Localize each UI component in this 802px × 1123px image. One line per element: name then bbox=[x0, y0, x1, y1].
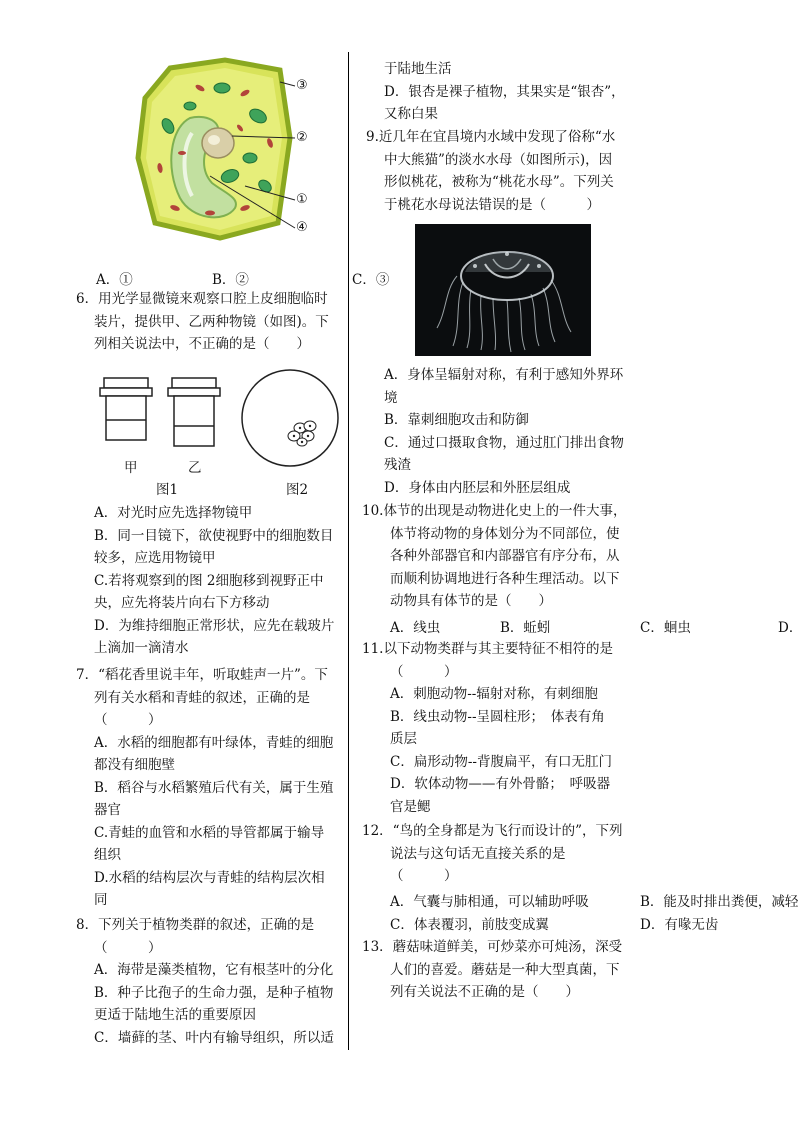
q10-stem-line: 体节将动物的身体划分为不同部位，使 bbox=[390, 525, 620, 542]
q6-options bbox=[76, 502, 334, 660]
q8-stem-line: （ ） bbox=[94, 939, 162, 956]
q9-stem-line: 形似桃花，被称为“桃花水母”。下列关 bbox=[384, 174, 614, 190]
q6-option-c-cont: 央，应先将装片向右下方移动 bbox=[94, 595, 270, 611]
q8-continued bbox=[366, 58, 625, 126]
question-6 bbox=[76, 288, 329, 356]
q8-option-b[interactable]: B．种子比孢子的生命力强，是种子植物 bbox=[94, 984, 334, 1001]
q8-option-b-cont: 更适于陆地生活的重要原因 bbox=[94, 1007, 256, 1023]
column-divider bbox=[348, 52, 349, 1050]
q7-option-a[interactable]: A．水稻的细胞都有叶绿体，青蛙的细胞 bbox=[94, 734, 334, 751]
q7-stem-line: （ ） bbox=[94, 712, 162, 728]
q9-options bbox=[366, 364, 624, 499]
q9-stem-line: 9.近几年在宜昌境内水域中发现了俗称“水 bbox=[366, 129, 616, 145]
q10-stem-line: 各种外部器官和内部器官有序分布，从 bbox=[390, 548, 620, 564]
q13-stem-line: 13．蘑菇味道鲜美，可炒菜亦可炖汤，深受 bbox=[362, 939, 623, 955]
question-9 bbox=[366, 126, 615, 216]
fig1-caption: 图1 bbox=[156, 482, 179, 498]
q12-stem-line: （ ） bbox=[390, 868, 458, 884]
q7-option-d[interactable]: D.水稻的结构层次与青蛙的结构层次相 bbox=[94, 869, 325, 886]
q10-option-c[interactable]: C．蛔虫 bbox=[640, 620, 691, 636]
q10-option-d[interactable]: D． bbox=[778, 620, 802, 636]
cell-label-4: ④ bbox=[296, 220, 308, 235]
q6-option-b-cont: 较多，应选用物镜甲 bbox=[94, 550, 216, 566]
q9-option-b[interactable]: B．靠刺细胞攻击和防御 bbox=[384, 412, 529, 428]
q7-option-a-cont: 都没有细胞壁 bbox=[94, 757, 175, 773]
q8-option-d-cont: 又称白果 bbox=[384, 106, 438, 122]
q9-option-d[interactable]: D．身体由内胚层和外胚层组成 bbox=[384, 479, 571, 496]
question-8 bbox=[76, 914, 334, 1049]
question-7 bbox=[76, 664, 333, 912]
question-10 bbox=[362, 500, 626, 613]
q6-option-d-cont: 上滴加一滴清水 bbox=[94, 640, 189, 656]
q9-stem-line: 中大熊猫”的淡水水母（如图所示)，因 bbox=[384, 151, 613, 168]
q11-stem-line: （ ） bbox=[390, 663, 458, 680]
q10-stem-line: 动物具有体节的是（ ） bbox=[390, 593, 552, 609]
question-11 bbox=[362, 638, 613, 818]
q10-stem-line: 10.体节的出现是动物进化史上的一件大事， bbox=[362, 503, 627, 519]
q7-option-d-cont: 同 bbox=[94, 892, 108, 908]
q6-stem-line: 装片，提供甲、乙两种物镜（如图)。下 bbox=[94, 313, 329, 330]
q7-stem-line: 列有关水稻和青蛙的叙述，正确的是 bbox=[94, 689, 310, 706]
q10-stem-line: 而顺利协调地进行各种生理活动。以下 bbox=[390, 570, 620, 587]
q11-option-b-cont: 质层 bbox=[390, 731, 417, 747]
q12-option-d[interactable]: D．有喙无齿 bbox=[640, 917, 719, 933]
q11-option-b[interactable]: B．线虫动物--呈圆柱形； 体表有角 bbox=[390, 708, 605, 725]
q8-stem-line: 8．下列关于植物类群的叙述，正确的是 bbox=[76, 917, 315, 933]
cell-label-2: ② bbox=[296, 130, 308, 145]
q11-option-a[interactable]: A．刺胞动物--辐射对称，有刺细胞 bbox=[390, 686, 598, 702]
q8-option-c[interactable]: C．墙藓的茎、叶内有输导组织，所以适 bbox=[94, 1029, 334, 1046]
q8-option-c-cont: 于陆地生活 bbox=[384, 61, 452, 77]
lens-label-yi: 乙 bbox=[188, 460, 202, 476]
q5-option-b[interactable]: B．② bbox=[212, 272, 249, 288]
lens-label-jia: 甲 bbox=[124, 460, 138, 476]
question-12 bbox=[362, 820, 622, 888]
q7-option-b-cont: 器官 bbox=[94, 802, 121, 818]
cell-label-3: ③ bbox=[296, 78, 308, 93]
q11-option-d-cont: 官是鳃 bbox=[390, 798, 431, 815]
q7-option-c-cont: 组织 bbox=[94, 847, 121, 863]
q13-stem-line: 人们的喜爱。蘑菇是一种大型真菌，下 bbox=[390, 961, 620, 978]
q7-option-b[interactable]: B．稻谷与水稻繁殖后代有关，属于生殖 bbox=[94, 779, 334, 796]
jellyfish-photo bbox=[415, 224, 591, 356]
q6-option-d[interactable]: D．为维持细胞正常形状，应先在载玻片 bbox=[94, 617, 335, 634]
q6-option-b[interactable]: B．同一目镜下，欲使视野中的细胞数目 bbox=[94, 527, 334, 544]
q10-option-b[interactable]: B．蚯蚓 bbox=[500, 620, 551, 636]
q8-option-d[interactable]: D．银杏是裸子植物，其果实是“银杏”， bbox=[384, 83, 625, 100]
q9-option-c-cont: 残渣 bbox=[384, 457, 411, 473]
q6-stem-line: 6．用光学显微镜来观察口腔上皮细胞临时 bbox=[76, 291, 328, 307]
q12-stem-line: 12．“鸟的全身都是为飞行而设计的”，下列 bbox=[362, 823, 623, 839]
q9-stem-line: 于桃花水母说法错误的是（ ） bbox=[384, 196, 600, 213]
q11-stem-line: 11.以下动物类群与其主要特征不相符的是 bbox=[362, 641, 613, 657]
q8-option-a[interactable]: A．海带是藻类植物，它有根茎叶的分化 bbox=[94, 962, 334, 978]
cell-label-1: ① bbox=[296, 192, 308, 207]
q12-stem-line: 说法与这句话无直接关系的是 bbox=[390, 845, 566, 862]
q6-option-a[interactable]: A．对光时应先选择物镜甲 bbox=[94, 505, 253, 521]
q9-option-a[interactable]: A．身体呈辐射对称，有利于感知外界环 bbox=[384, 367, 624, 383]
q7-stem-line: 7．“稻花香里说丰年，听取蛙声一片”。下 bbox=[76, 667, 328, 683]
q9-option-a-cont: 境 bbox=[384, 389, 398, 406]
q6-option-c[interactable]: C.若将观察到的图 2细胞移到视野正中 bbox=[94, 572, 324, 589]
q12-option-b[interactable]: B．能及时排出粪便，减轻 bbox=[640, 894, 799, 910]
q12-option-a[interactable]: A．气囊与肺相通，可以辅助呼吸 bbox=[390, 894, 589, 910]
q6-stem-line: 列相关说法中，不正确的是（ ） bbox=[94, 336, 310, 352]
q7-option-c[interactable]: C.青蛙的血管和水稻的导管都属于输导 bbox=[94, 824, 325, 841]
q10-option-a[interactable]: A．线虫 bbox=[390, 620, 441, 636]
q5-option-a[interactable]: A．① bbox=[96, 272, 133, 288]
q12-option-c[interactable]: C．体表覆羽，前肢变成翼 bbox=[390, 917, 549, 933]
question-13 bbox=[362, 936, 622, 1004]
q13-stem-line: 列有关说法不正确的是（ ） bbox=[390, 984, 579, 1000]
q9-option-c[interactable]: C．通过口摄取食物，通过肛门排出食物 bbox=[384, 434, 624, 451]
q5-option-c[interactable]: C．③ bbox=[352, 272, 390, 288]
fig2-caption: 图2 bbox=[286, 482, 309, 498]
q11-option-d[interactable]: D．软体动物——有外骨骼； 呼吸器 bbox=[390, 776, 611, 792]
q11-option-c[interactable]: C．扁形动物--背腹扁平，有口无肛门 bbox=[390, 753, 612, 770]
